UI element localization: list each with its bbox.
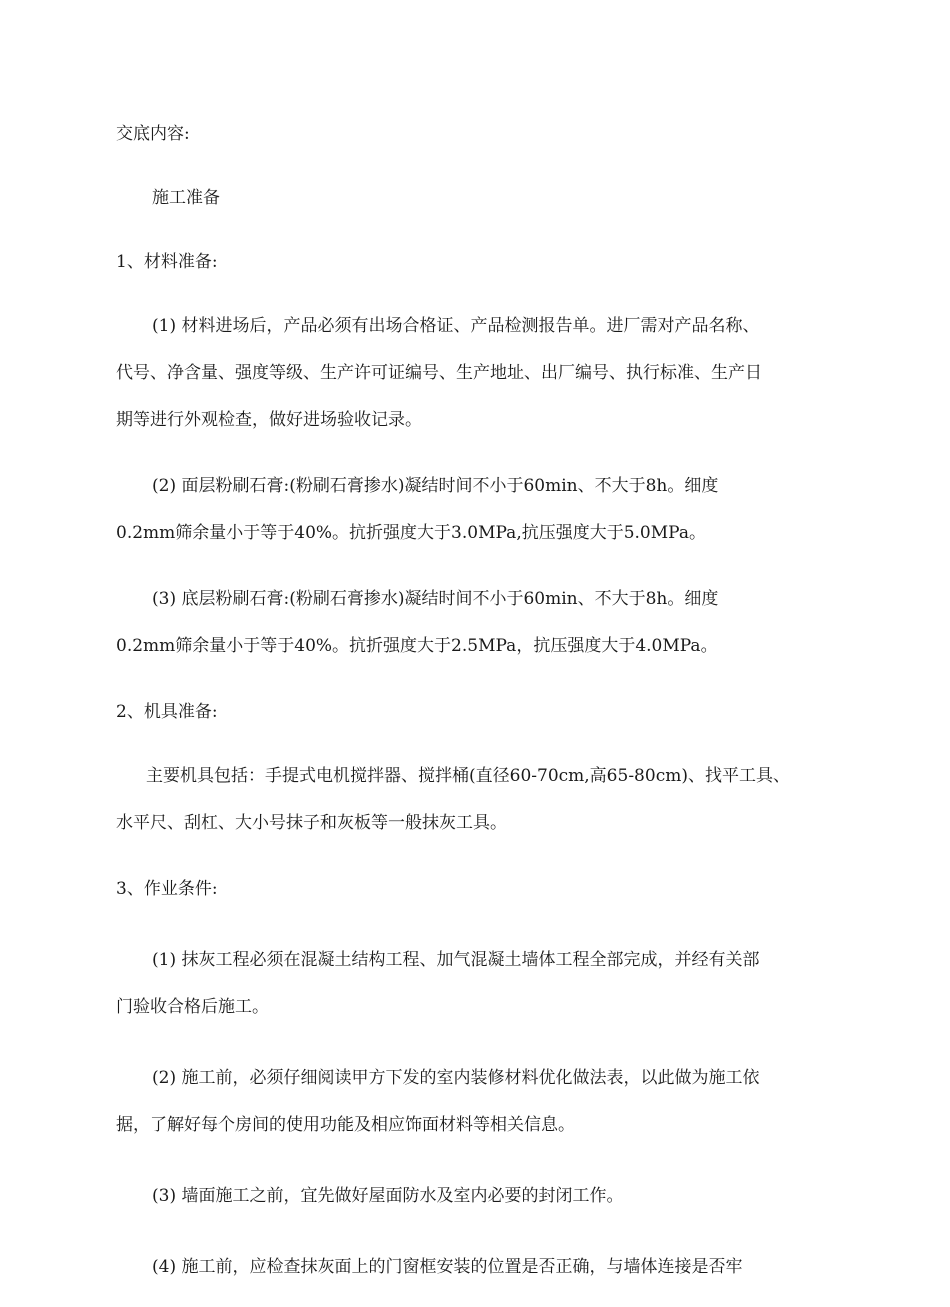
work-p1-line1: (1) 抹灰工程必须在混凝土结构工程、加气混凝土墙体工程全部完成，并经有关部 [152,950,760,970]
tools-p1-line2: 水平尺、刮杠、大小号抹子和灰板等一般抹灰工具。 [116,813,507,833]
material-p3-line1: (3) 底层粉刷石膏:(粉刷石膏掺水)凝结时间不小于60min、不大于8h。细度 [152,589,719,609]
work-p2-line1: (2) 施工前，必须仔细阅读甲方下发的室内装修材料优化做法表，以此做为施工依 [152,1068,760,1088]
material-p2-line1: (2) 面层粉刷石膏:(粉刷石膏掺水)凝结时间不小于60min、不大于8h。细度 [152,476,719,496]
tools-p1-line1: 主要机具包括：手提式电机搅拌器、搅拌桶(直径60-70cm,高65-80cm)、找平工具、 [146,766,790,786]
work-p2-line2: 据，了解好每个房间的使用功能及相应饰面材料等相关信息。 [116,1115,575,1135]
material-p3-line2: 0.2mm筛余量小于等于40%。抗折强度大于2.5MPa，抗压强度大于4.0MPa。 [116,636,718,656]
material-p1-line2: 代号、净含量、强度等级、生产许可证编号、生产地址、出厂编号、执行标准、生产日 [116,363,762,383]
material-p1-line3: 期等进行外观检查，做好进场验收记录。 [116,410,422,430]
work-conditions-title: 3、作业条件: [116,879,218,899]
material-p1-line1: (1) 材料进场后，产品必须有出场合格证、产品检测报告单。进厂需对产品名称、 [152,316,760,336]
heading: 交底内容: [116,124,190,144]
work-p4-line1: (4) 施工前，应检查抹灰面上的门窗框安装的位置是否正确，与墙体连接是否牢 [152,1257,743,1277]
material-p2-line2: 0.2mm筛余量小于等于40%。抗折强度大于3.0MPa,抗压强度大于5.0MPa。 [116,523,706,543]
section-title: 施工准备 [152,188,220,208]
material-prep-title: 1、材料准备: [116,252,218,272]
tools-prep-title: 2、机具准备: [116,702,218,722]
work-p1-line2: 门验收合格后施工。 [116,997,269,1017]
work-p3-line1: (3) 墙面施工之前，宜先做好屋面防水及室内必要的封闭工作。 [152,1186,624,1206]
